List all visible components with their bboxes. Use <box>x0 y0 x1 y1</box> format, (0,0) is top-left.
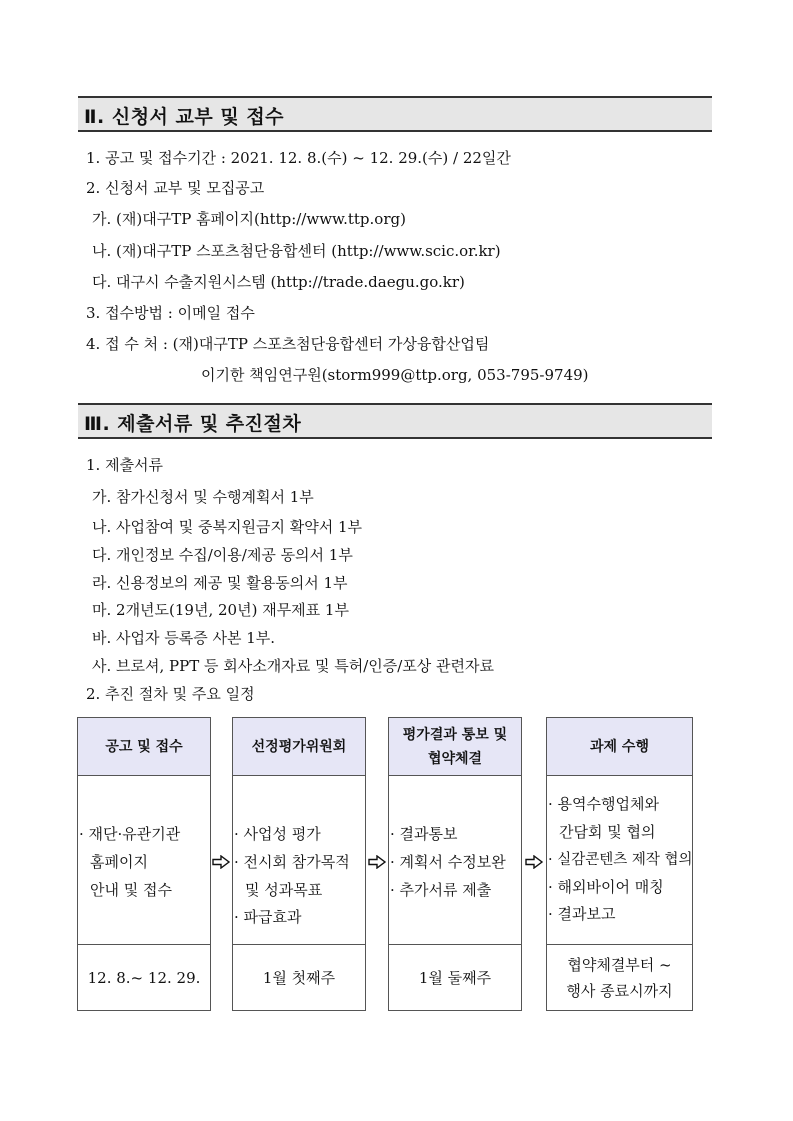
flow-step-1-item: · 재단·유관기관 <box>79 825 181 843</box>
s3-line-1: 1. 제출서류 <box>86 456 164 474</box>
flow-step-3-item: · 결과통보 <box>390 825 458 843</box>
flow-step-1-schedule <box>78 944 210 1010</box>
right-arrow-icon <box>525 855 543 869</box>
flow-step-2-item: · 파급효과 <box>234 908 302 926</box>
s3-line-3: 나. 사업참여 및 중복지원금지 확약서 1부 <box>92 518 362 536</box>
flow-step-2-item: 및 성과목표 <box>245 881 323 899</box>
flow-step-4-item: 간담회 및 협의 <box>559 823 656 841</box>
right-arrow-icon <box>368 855 386 869</box>
flow-step-4-title: 과제 수행 <box>590 738 649 755</box>
flow-step-1-date: 12. 8.~ 12. 29. <box>87 968 201 987</box>
flow-step-3-item: · 계획서 수정보완 <box>390 853 506 871</box>
flow-step-2-head <box>233 718 365 776</box>
s3-line-8: 사. 브로셔, PPT 등 회사소개자료 및 특허/인증/포상 관련자료 <box>92 657 494 675</box>
s3-line-6: 마. 2개년도(19년, 20년) 재무제표 1부 <box>92 601 349 619</box>
s3-line-7: 바. 사업자 등록증 사본 1부. <box>92 629 276 647</box>
flow-step-3-item: · 추가서류 제출 <box>390 881 492 899</box>
flow-step-2-title: 선정평가위원회 <box>251 738 347 755</box>
flow-step-4-item: · 실감콘텐츠 제작 협의 <box>548 852 693 868</box>
flow-step-4-item: · 결과보고 <box>548 905 616 923</box>
flow-step-4-date-line: 협약체결부터 ~ <box>567 955 672 974</box>
flow-step-4-body <box>547 776 692 943</box>
s3-line-4: 다. 개인정보 수집/이용/제공 동의서 1부 <box>92 546 353 564</box>
flow-step-2 <box>232 717 366 1011</box>
flow-step-2-body <box>233 776 365 943</box>
s2-line-7: 4. 접 수 처 : (재)대구TP 스포츠첨단융합센터 가상융합산업팀 <box>86 335 490 353</box>
s3-line-9: 2. 추진 절차 및 주요 일정 <box>86 685 255 703</box>
flow-step-2-schedule <box>233 944 365 1010</box>
flow-step-4 <box>546 717 693 1011</box>
flow-step-3-title-line: 협약체결 <box>427 750 483 767</box>
flow-step-3-title-line: 평가결과 통보 및 <box>402 726 508 743</box>
s2-line-1: 1. 공고 및 접수기간 : 2021. 12. 8.(수) ~ 12. 29.(수) / 22일간 <box>86 149 511 167</box>
section-2-title: Ⅱ. 신청서 교부 및 접수 <box>84 106 285 128</box>
flow-step-1-item: 홈페이지 <box>90 853 148 871</box>
flow-step-2-item: · 사업성 평가 <box>234 825 321 843</box>
flow-step-3-schedule <box>389 944 521 1010</box>
flow-step-3-head <box>389 718 521 776</box>
s2-line-5: 다. 대구시 수출지원시스템 (http://trade.daegu.go.kr) <box>92 273 465 291</box>
flow-step-3-date: 1월 둘째주 <box>418 968 492 987</box>
flow-step-1 <box>77 717 211 1011</box>
flow-step-2-item: · 전시회 참가목적 <box>234 853 350 871</box>
flow-step-1-head <box>78 718 210 776</box>
s3-line-2: 가. 참가신청서 및 수행계획서 1부 <box>92 488 314 506</box>
s3-line-5: 라. 신용정보의 제공 및 활용동의서 1부 <box>92 574 348 592</box>
flow-step-3-body <box>389 776 521 943</box>
flow-step-4-schedule <box>547 944 692 1010</box>
s2-line-8: 이기한 책임연구원(storm999@ttp.org, 053-795-9749) <box>201 366 589 384</box>
right-arrow-icon <box>212 855 230 869</box>
section-3-title: Ⅲ. 제출서류 및 추진절차 <box>84 413 302 435</box>
section-2-header <box>78 96 712 132</box>
flow-step-4-head <box>547 718 692 776</box>
s2-line-6: 3. 접수방법 : 이메일 접수 <box>86 304 255 322</box>
s2-line-4: 나. (재)대구TP 스포츠첨단융합센터 (http://www.scic.or.kr) <box>92 242 501 260</box>
flow-step-1-body <box>78 776 210 943</box>
flow-step-3 <box>388 717 522 1011</box>
s2-line-3: 가. (재)대구TP 홈페이지(http://www.ttp.org) <box>92 210 406 228</box>
section-3-header <box>78 403 712 439</box>
s2-line-2: 2. 신청서 교부 및 모집공고 <box>86 179 265 197</box>
flow-step-1-item: 안내 및 접수 <box>90 881 172 899</box>
flow-step-4-date-line: 행사 종료시까지 <box>566 981 673 1000</box>
flow-step-4-item: · 용역수행업체와 <box>548 795 659 813</box>
flow-step-4-item: · 해외바이어 매칭 <box>548 878 664 896</box>
flow-step-1-title: 공고 및 접수 <box>105 738 183 755</box>
flow-step-2-date: 1월 첫째주 <box>262 968 336 987</box>
